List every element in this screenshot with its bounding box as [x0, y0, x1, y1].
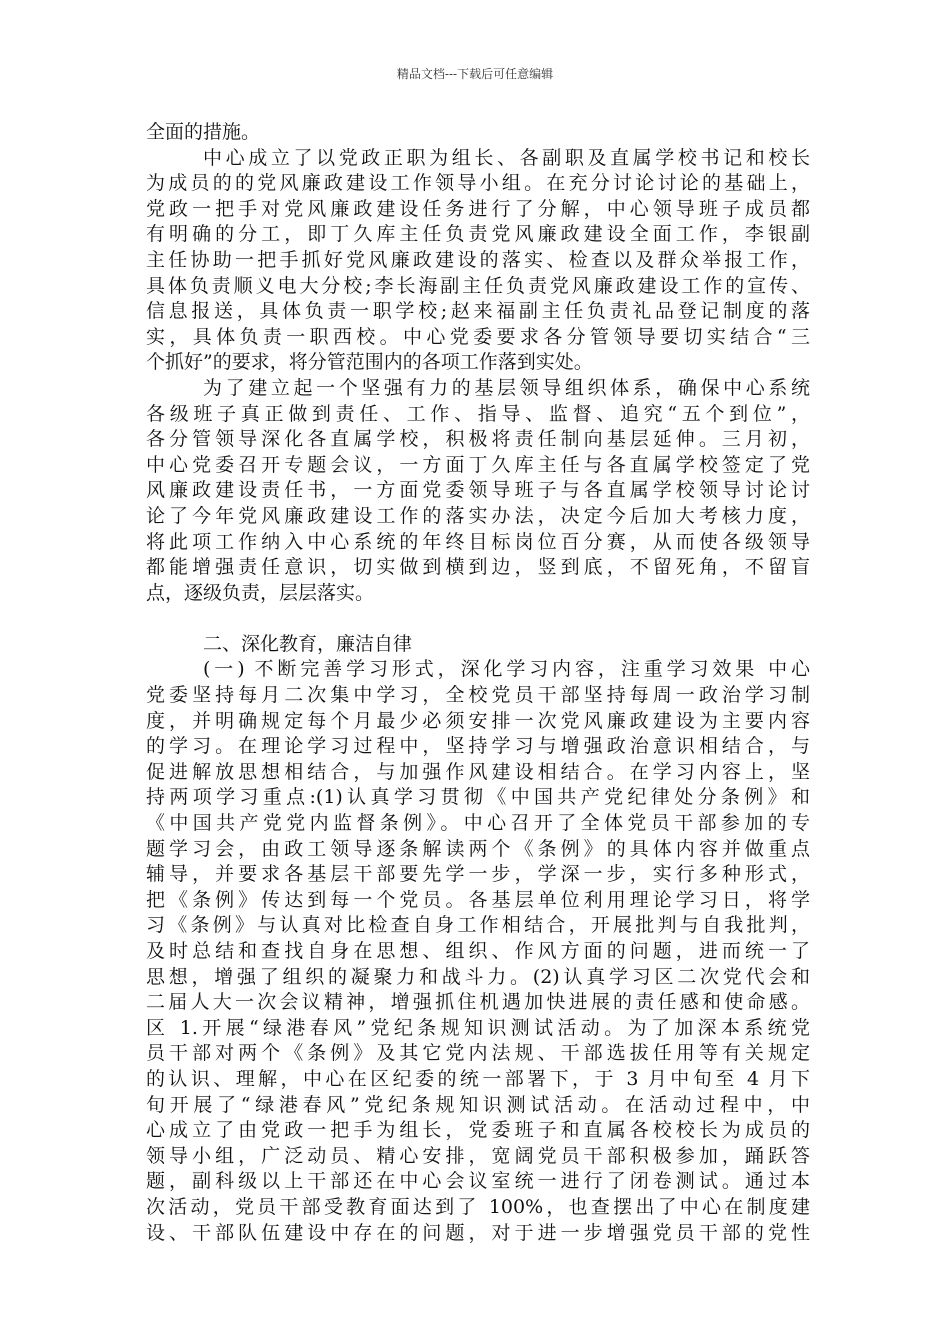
text-line: 主任协助一把手抓好党风廉政建设的落实、检查以及群众举报工作， [146, 248, 810, 271]
text-line: 风廉政建设责任书，一方面党委领导班子与各直属学校领导讨论讨 [146, 479, 810, 502]
text-line: 二届人大一次会议精神，增强抓住机遇加快进展的责任感和使命感。 [146, 991, 810, 1014]
text-line: 度，并明确规定每个月最少必须安排一次党风廉政建设为主要内容 [146, 709, 810, 732]
text-line: 员干部对两个《条例》及其它党内法规、干部选拔任用等有关规定 [146, 1042, 810, 1065]
text-line: 论了今年党风廉政建设工作的落实办法，决定今后加大考核力度， [146, 504, 810, 527]
text-line: 促进解放思想相结合，与加强作风建设相结合。在学习内容上，坚 [146, 760, 810, 783]
text-line: 各分管领导深化各直属学校，积极将责任制向基层延伸。三月初， [146, 428, 810, 451]
text-line: 将此项工作纳入中心系统的年终目标岗位百分赛，从而使各级领导 [146, 530, 810, 553]
text-line: 次活动，党员干部受教育面达到了 100%，也查摆出了中心在制度建 [146, 1195, 810, 1218]
text-line: 点，逐级负责，层层落实。 [146, 581, 375, 604]
text-line: 党委坚持每月二次集中学习，全校党员干部坚持每周一政治学习制 [146, 684, 810, 707]
blank-line [146, 606, 810, 632]
text-line: 有明确的分工，即丁久库主任负责党风廉政建设全面工作，李银副 [146, 223, 810, 246]
text-line: 信息报送，具体负责一职学校;赵来福副主任负责礼品登记制度的落 [146, 300, 810, 323]
text-line: 持两项学习重点:(1)认真学习贯彻《中国共产党纪律处分条例》和 [146, 786, 810, 809]
text-line: 把《条例》传达到每一个党员。各基层单位利用理论学习日，将学 [146, 888, 810, 911]
document-body [146, 120, 810, 1246]
text-line: 旬开展了“绿港春风”党纪条规知识测试活动。在活动过程中，中 [146, 1093, 810, 1116]
text-line: 心成立了由党政一把手为组长，党委班子和直属各校校长为成员的 [146, 1119, 810, 1142]
text-line: (一) 不断完善学习形式，深化学习内容，注重学习效果 中心 [203, 658, 810, 681]
text-line: 中心成立了以党政正职为组长、各副职及直属学校书记和校长 [203, 146, 810, 169]
text-line: 的学习。在理论学习过程中，坚持学习与增强政治意识相结合，与 [146, 735, 810, 758]
text-line: 的认识、理解，中心在区纪委的统一部署下，于 3 月中旬至 4 月下 [146, 1067, 810, 1090]
text-line: 辅导，并要求各基层干部要先学一步，学深一步，实行多种形式， [146, 863, 810, 886]
text-line: 党政一把手对党风廉政建设任务进行了分解，中心领导班子成员都 [146, 197, 810, 220]
text-line: 都能增强责任意识，切实做到横到边，竖到底，不留死角，不留盲 [146, 556, 810, 579]
text-line: 全面的措施。 [146, 121, 261, 143]
text-line: 实，具体负责一职西校。中心党委要求各分管领导要切实结合“三 [146, 325, 810, 348]
text-line: 领导小组，广泛动员、精心安排，宽阔党员干部积极参加，踊跃答 [146, 1144, 810, 1167]
text-line: 具体负责顺义电大分校;李长海副主任负责党风廉政建设工作的宣传、 [146, 274, 810, 297]
text-line: 习《条例》与认真对比检查自身工作相结合，开展批判与自我批判， [146, 914, 810, 937]
text-line: 《中国共产党党内监督条例》。中心召开了全体党员干部参加的专 [146, 812, 810, 835]
text-line: 题，副科级以上干部还在中心会议室统一进行了闭卷测试。通过本 [146, 1170, 810, 1193]
text-line: 设、干部队伍建设中存在的问题，对于进一步增强党员干部的党性 [146, 1221, 810, 1244]
page-header: 精品文档---下载后可任意编辑 [396, 67, 554, 81]
text-line: 区 1.开展“绿港春风”党纪条规知识测试活动。为了加深本系统党 [146, 1016, 810, 1039]
text-line: 思想，增强了组织的凝聚力和战斗力。(2)认真学习区二次党代会和 [146, 965, 810, 988]
text-line: 各级班子真正做到责任、工作、指导、监督、追究“五个到位”， [146, 402, 810, 425]
text-line: 个抓好”的要求，将分管范围内的各项工作落到实处。 [146, 351, 593, 374]
text-line: 为成员的的党风廉政建设工作领导小组。在充分讨论讨论的基础上， [146, 172, 810, 195]
text-line: 中心党委召开专题会议，一方面丁久库主任与各直属学校签定了党 [146, 453, 810, 476]
text-line: 题学习会，由政工领导逐条解读两个《条例》的具体内容并做重点 [146, 837, 810, 860]
text-line: 二、深化教育，廉洁自律 [203, 632, 413, 655]
text-line: 为了建立起一个坚强有力的基层领导组织体系，确保中心系统 [203, 376, 810, 399]
text-line: 及时总结和查找自身在思想、组织、作风方面的问题，进而统一了 [146, 940, 810, 962]
